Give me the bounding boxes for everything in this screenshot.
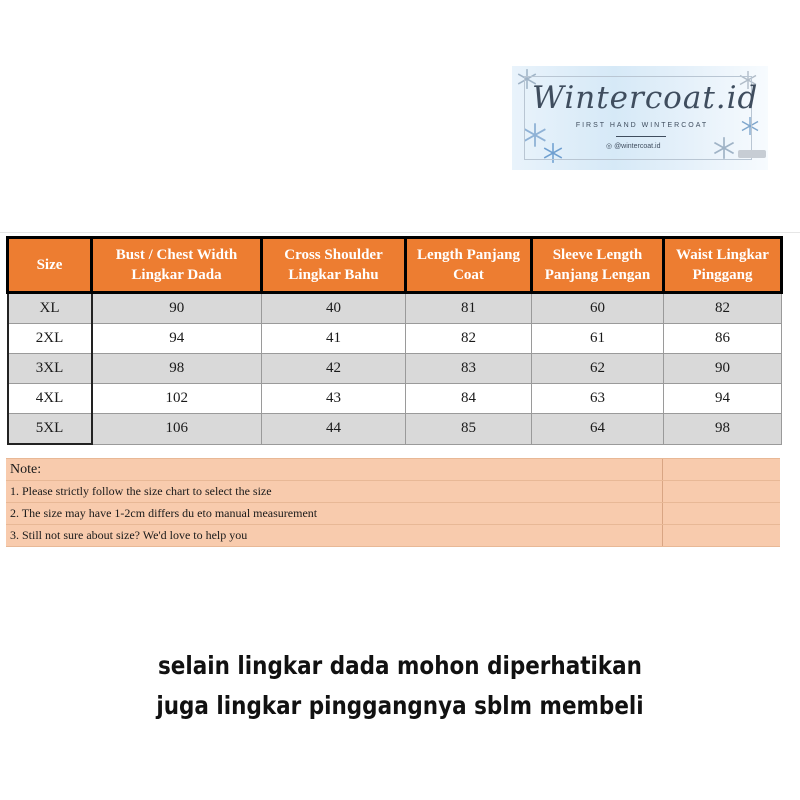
size-cell: XL — [8, 293, 92, 324]
sleeve-cell: 64 — [532, 414, 664, 445]
notes-title: Note: — [6, 459, 662, 481]
size-cell: 4XL — [8, 384, 92, 414]
notes-row — [6, 481, 780, 503]
length-cell: 81 — [406, 293, 532, 324]
shoulder-cell: 42 — [262, 354, 406, 384]
length-cell: 82 — [406, 324, 532, 354]
length-cell: 85 — [406, 414, 532, 445]
caption-text — [56, 646, 744, 726]
note-item: 1. Please strictly follow the size chart to select the size — [6, 481, 662, 503]
waist-cell: 94 — [664, 384, 782, 414]
bust-cell: 94 — [92, 324, 262, 354]
instagram-icon: ◎ — [606, 143, 615, 150]
table-row — [8, 293, 782, 324]
size-cell: 5XL — [8, 414, 92, 445]
bust-cell: 102 — [92, 384, 262, 414]
caption-line: selain lingkar dada mohon diperhatikan — [158, 651, 642, 680]
bust-cell: 98 — [92, 354, 262, 384]
table-row — [8, 414, 782, 445]
column-header-sleeve: Sleeve Length Panjang Lengan — [532, 238, 664, 293]
shoulder-cell: 44 — [262, 414, 406, 445]
shoulder-cell: 40 — [262, 293, 406, 324]
waist-cell: 82 — [664, 293, 782, 324]
instagram-handle-text: @wintercoat.id — [614, 143, 661, 150]
sleeve-cell: 60 — [532, 293, 664, 324]
brand-tagline: FIRST HAND WINTERCOAT — [575, 122, 709, 129]
waist-cell: 86 — [664, 324, 782, 354]
size-cell: 2XL — [8, 324, 92, 354]
caption-line: juga lingkar pinggangnya sblm membeli — [156, 691, 644, 720]
sleeve-cell: 63 — [532, 384, 664, 414]
waist-cell: 98 — [664, 414, 782, 445]
length-cell: 84 — [406, 384, 532, 414]
notes-row — [6, 459, 780, 481]
column-header-length: Length Panjang Coat — [406, 238, 532, 293]
notes-section — [6, 458, 780, 547]
table-row — [8, 354, 782, 384]
size-chart-table — [6, 236, 783, 445]
bust-cell: 90 — [92, 293, 262, 324]
column-header-size: Size — [8, 238, 92, 293]
instagram-handle — [606, 142, 716, 150]
note-item: 3. Still not sure about size? We'd love to help you — [6, 525, 662, 547]
table-header-row — [8, 238, 782, 293]
sleeve-cell: 61 — [532, 324, 664, 354]
shoulder-cell: 43 — [262, 384, 406, 414]
notes-row — [6, 503, 780, 525]
notes-side-cell — [662, 525, 780, 547]
brand-logo — [512, 66, 768, 170]
bust-cell: 106 — [92, 414, 262, 445]
column-header-bust: Bust / Chest Width Lingkar Dada — [92, 238, 262, 293]
divider — [616, 136, 666, 137]
sleeve-cell: 62 — [532, 354, 664, 384]
brand-name: Wintercoat.id — [532, 80, 759, 116]
notes-side-cell — [662, 503, 780, 525]
shoulder-cell: 41 — [262, 324, 406, 354]
note-item: 2. The size may have 1-2cm differs du eto manual measurement — [6, 503, 662, 525]
table-row — [8, 384, 782, 414]
notes-row — [6, 525, 780, 547]
notes-side-cell — [662, 459, 780, 481]
length-cell: 83 — [406, 354, 532, 384]
column-header-shoulder: Cross Shoulder Lingkar Bahu — [262, 238, 406, 293]
column-header-waist: Waist Lingkar Pinggang — [664, 238, 782, 293]
divider — [0, 232, 800, 233]
watermark-tag — [738, 150, 766, 158]
table-row — [8, 324, 782, 354]
notes-side-cell — [662, 481, 780, 503]
waist-cell: 90 — [664, 354, 782, 384]
size-cell: 3XL — [8, 354, 92, 384]
